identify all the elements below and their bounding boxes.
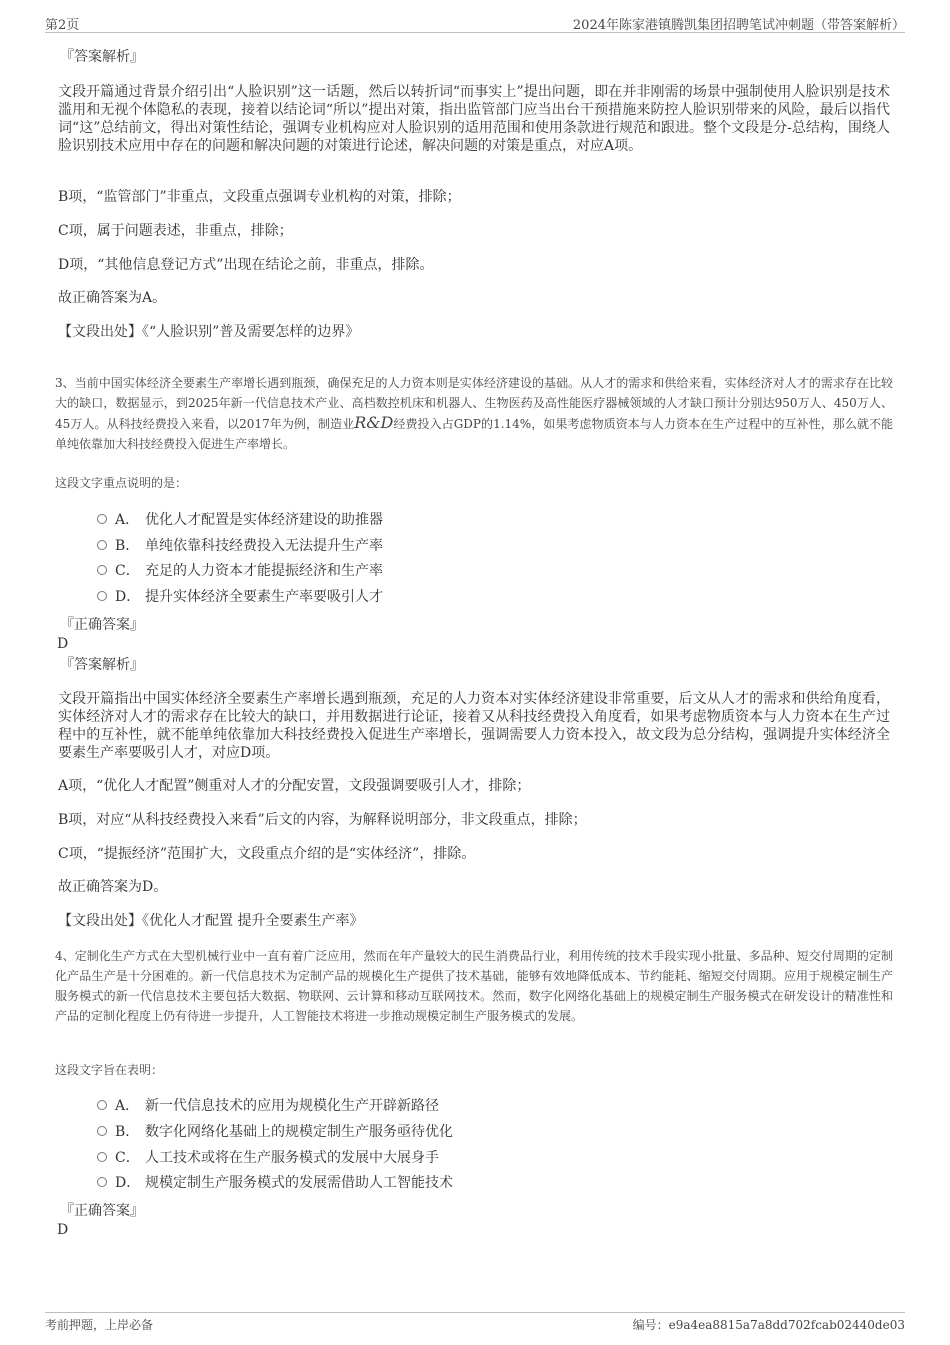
radio-icon[interactable] [97,514,107,524]
option-text: 充足的人力资本才能提振经济和生产率 [145,563,383,579]
option-letter: A． [115,512,140,528]
q3-option-c[interactable] [97,560,383,582]
q4-stem: 4、定制化生产方式在大型机械行业中一直有着广泛应用，然而在年产量较大的民生消费品行业，利用传统的技术手段实现小批量、多品种、短交付周期的定制化产品生产是十分困难的。新一代信息技术为定制产品的规模化生产提供了技术基础，能够有效地降低成本、节约能耗、缩短交付周期。应用于规模定制生产服务模式的新一代信息技术主要包括大数据、物联网、云计算和移动互联网技术。然而，数字化网络化基础上的规模定制生产服务模式在研发设计的精准性和产品的定制化程度上仍有待进一步提升，人工智能技术将进一步推动规模定制生产服务模式的发展。 [55,949,893,1023]
radio-icon[interactable] [97,1126,107,1136]
q2-source: 【文段出处】《“人脸识别”普及需要怎样的边界》 [58,324,360,340]
q2-analysis-label: 『答案解析』 [60,49,144,65]
q3-option-c-note: C项，“提振经济”范围扩大，文段重点介绍的是“实体经济”，排除。 [58,846,476,862]
q3-option-b[interactable] [97,535,383,557]
q4-answer-label: 『正确答案』 [60,1203,144,1219]
q3-source: 【文段出处】《优化人才配置 提升全要素生产率》 [58,913,364,929]
q3-option-d[interactable] [97,586,383,608]
q3-stem [55,373,893,454]
option-text: 新一代信息技术的应用为规模化生产开辟新路径 [145,1098,439,1114]
document-title: 2024年陈家港镇腾凯集团招聘笔试冲刺题（带答案解析） [572,18,905,33]
option-letter: A． [115,1098,140,1114]
q3-stem-after: 经费投入占GDP的1.14%，如果考虑物质资本与人力资本在生产过程中的互补性，那么就不能单纯依靠加大科技经费投入促进生产率增长。 [55,417,894,451]
q2-analysis-text: 文段开篇通过背景介绍引出“人脸识别”这一话题，然后以转折词“而事实上”提出问题，即在并非刚需的场景中强制使用人脸识别是技术滥用和无视个体隐私的表现，接着以结论词“所以”提出对策，指出监管部门应当出台干预措施来防控人脸识别带来的风险，最后以指代词“这”总结前文，得出对策性结论，强调专业机构应对人脸识别的适用范围和使用条款进行规范和跟进。整个文段是分-总结构，围绕人脸识别技术应用中存在的问题和解决问题的对策进行论述，解决问题的对策是重点，对应A项。 [58,84,890,154]
option-text: 人工技术或将在生产服务模式的发展中大展身手 [145,1150,439,1166]
option-letter: B． [115,1124,140,1140]
page-header [45,12,905,33]
radio-icon[interactable] [97,540,107,550]
q4-option-b[interactable] [97,1121,453,1143]
option-text: 单纯依靠科技经费投入无法提升生产率 [145,538,383,554]
q4-option-a[interactable] [97,1095,439,1117]
radio-icon[interactable] [97,565,107,575]
q4-question: 这段文字旨在表明： [55,1063,164,1077]
q3-analysis-text: 文段开篇指出中国实体经济全要素生产率增长遇到瓶颈，充足的人力资本对实体经济建设非常重要，后文从人才的需求和供给角度看，实体经济对人才的需求存在比较大的缺口，并用数据进行论证，接着又从科技经费投入角度看，如果考虑物质资本与人力资本在生产过程中的互补性，就不能单纯依靠加大科技经费投入促进生产率增长，强调需要人力资本投入，故文段为总分结构，强调提升实体经济全要素生产率要吸引人才，对应D项。 [58,691,890,761]
q4-answer: D [57,1222,69,1238]
radio-icon[interactable] [97,1177,107,1187]
page-number: 第2页 [45,18,80,33]
option-letter: D． [115,589,141,605]
page-footer [45,1312,905,1335]
q4-option-d[interactable] [97,1172,453,1194]
option-letter: B． [115,538,140,554]
q3-option-b-note: B项，对应“从科技经费投入来看”后文的内容，为解释说明部分，非文段重点，排除； [58,812,587,828]
q3-stem-before: 3、当前中国实体经济全要素生产率增长遇到瓶颈，确保充足的人力资本则是实体经济建设的基础。从人才的需求和供给来看，实体经济对人才的需求存在比较大的缺口，数据显示，到2025年新一代信息技术产业、高档数控机床和机器人、生物医药及高性能医疗器械领域的人才缺口预计分别达950万人、450万人、45万人。从科技经费投入来看，以2017年为例，制造业 [55,376,893,431]
option-text: 提升实体经济全要素生产率要吸引人才 [145,589,383,605]
option-text: 数字化网络化基础上的规模定制生产服务亟待优化 [145,1124,453,1140]
option-text: 优化人才配置是实体经济建设的助推器 [145,512,383,528]
q3-analysis-label: 『答案解析』 [60,657,144,673]
q2-conclusion: 故正确答案为A。 [58,290,167,306]
q3-question: 这段文字重点说明的是： [55,476,188,490]
radio-icon[interactable] [97,1100,107,1110]
option-letter: C． [115,563,140,579]
q2-option-b-note: B项，“监管部门”非重点，文段重点强调专业机构的对策，排除； [58,189,461,205]
q3-conclusion: 故正确答案为D。 [58,879,168,895]
radio-icon[interactable] [97,1152,107,1162]
option-letter: C． [115,1150,140,1166]
q3-stem-math: R&D [354,413,394,432]
option-text: 规模定制生产服务模式的发展需借助人工智能技术 [145,1175,453,1191]
q2-option-c-note: C项，属于问题表述，非重点，排除； [58,223,293,239]
q3-answer: D [57,636,69,652]
q3-answer-label: 『正确答案』 [60,617,144,633]
footer-slogan: 考前押题，上岸必备 [45,1318,154,1332]
q3-option-a-note: A项，“优化人才配置”侧重对人才的分配安置，文段强调要吸引人才，排除； [58,778,531,794]
document-code: 编号：e9a4ea8815a7a8dd702fcab02440de03 [632,1318,905,1332]
q4-option-c[interactable] [97,1147,439,1169]
q2-option-d-note: D项，“其他信息登记方式”出现在结论之前，非重点，排除。 [58,257,434,273]
q3-option-a[interactable] [97,509,383,531]
radio-icon[interactable] [97,591,107,601]
option-letter: D． [115,1175,141,1191]
